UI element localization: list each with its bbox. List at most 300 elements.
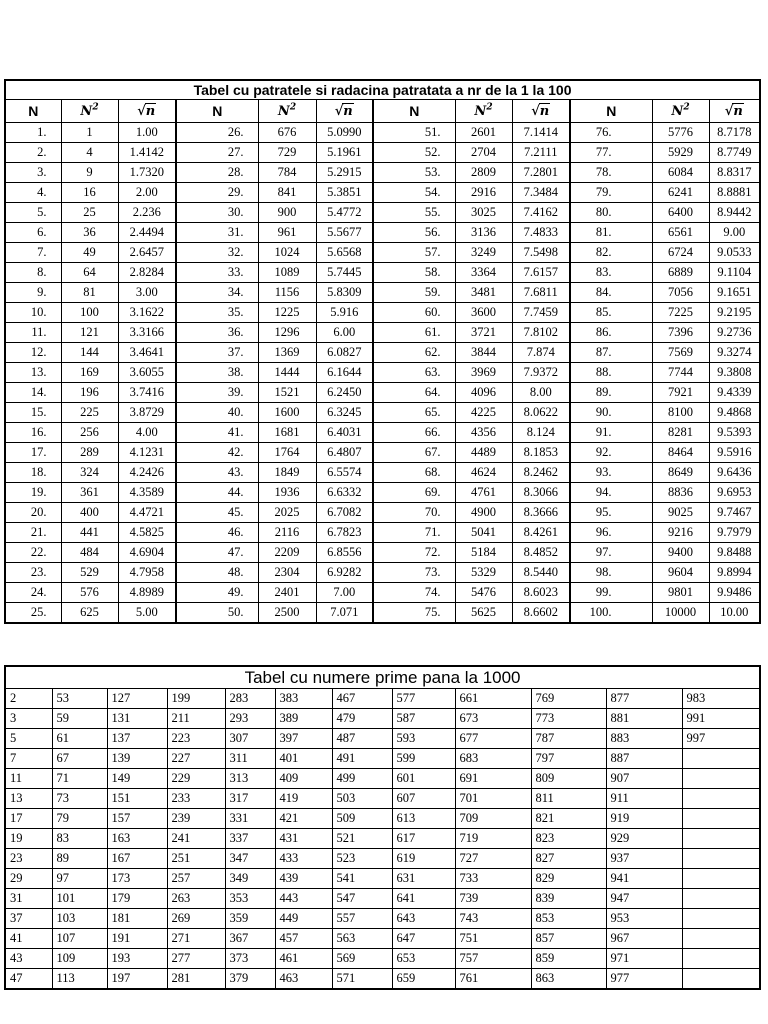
table-row [5,603,760,624]
prime-cell: 443 [275,889,332,909]
prime-cell: 281 [167,969,225,990]
prime-cell: 227 [167,749,225,769]
cell-root: 9.0533 [709,243,760,263]
table-row [5,163,760,183]
prime-cell: 421 [275,809,332,829]
cell-root: 7.3484 [512,183,570,203]
prime-cell: 859 [531,949,606,969]
table-row [5,403,760,423]
cell-n: 12. [5,343,61,363]
cell-n: 66. [373,423,455,443]
cell-n: 62. [373,343,455,363]
prime-cell: 109 [52,949,107,969]
prime-cell: 863 [531,969,606,990]
cell-root: 9.1651 [709,283,760,303]
table-row [5,749,760,769]
prime-cell: 271 [167,929,225,949]
prime-cell: 727 [455,849,531,869]
prime-cell: 127 [107,689,167,709]
cell-root: 8.00 [512,383,570,403]
prime-cell: 857 [531,929,606,949]
prime-cell: 3 [5,709,52,729]
prime-cell [682,929,760,949]
cell-square: 3249 [455,243,512,263]
table-row [5,769,760,789]
cell-square: 1600 [258,403,316,423]
cell-square: 6241 [652,183,709,203]
sqrt-variable: n [539,103,550,119]
prime-cell: 269 [167,909,225,929]
prime-cell: 883 [606,729,682,749]
cell-n: 40. [176,403,258,423]
prime-cell: 397 [275,729,332,749]
cell-square: 8100 [652,403,709,423]
prime-cell: 907 [606,769,682,789]
cell-root: 8.4261 [512,523,570,543]
table-row [5,303,760,323]
cell-square: 7056 [652,283,709,303]
cell-square: 3844 [455,343,512,363]
cell-square: 9801 [652,583,709,603]
table-row [5,909,760,929]
header-square [652,100,709,123]
prime-cell: 547 [332,889,392,909]
cell-n: 72. [373,543,455,563]
header-square-exponent: 2 [486,102,493,113]
cell-square: 144 [61,343,118,363]
header-n: N [373,100,455,123]
prime-cell: 11 [5,769,52,789]
cell-root: 5.8309 [316,283,373,303]
cell-n: 18. [5,463,61,483]
cell-root: 8.4852 [512,543,570,563]
cell-n: 21. [5,523,61,543]
cell-square: 441 [61,523,118,543]
cell-n: 59. [373,283,455,303]
prime-cell: 349 [225,869,275,889]
cell-root: 6.4807 [316,443,373,463]
cell-square: 256 [61,423,118,443]
prime-cell: 431 [275,829,332,849]
cell-n: 32. [176,243,258,263]
cell-square: 4489 [455,443,512,463]
cell-n: 31. [176,223,258,243]
cell-root: 9.5393 [709,423,760,443]
prime-cell: 479 [332,709,392,729]
cell-n: 69. [373,483,455,503]
cell-n: 74. [373,583,455,603]
cell-square: 361 [61,483,118,503]
prime-cell: 53 [52,689,107,709]
cell-square: 1369 [258,343,316,363]
cell-square: 3364 [455,263,512,283]
cell-root: 2.00 [118,183,176,203]
prime-cell: 743 [455,909,531,929]
cell-n: 80. [570,203,652,223]
cell-root: 2.8284 [118,263,176,283]
cell-n: 78. [570,163,652,183]
cell-n: 99. [570,583,652,603]
cell-root: 7.6811 [512,283,570,303]
cell-square: 3600 [455,303,512,323]
prime-cell: 827 [531,849,606,869]
cell-root: 4.5825 [118,523,176,543]
table-row [5,789,760,809]
cell-square: 5929 [652,143,709,163]
cell-root: 2.236 [118,203,176,223]
cell-n: 7. [5,243,61,263]
cell-root: 4.8989 [118,583,176,603]
prime-cell: 811 [531,789,606,809]
header-n: N [176,100,258,123]
cell-n: 95. [570,503,652,523]
table-row [5,949,760,969]
cell-square: 196 [61,383,118,403]
cell-root: 5.00 [118,603,176,624]
prime-cell: 499 [332,769,392,789]
header-square-exponent: 2 [683,102,690,113]
prime-cell [682,749,760,769]
prime-cell: 103 [52,909,107,929]
cell-square: 5476 [455,583,512,603]
cell-square: 2601 [455,123,512,143]
prime-cell: 191 [107,929,167,949]
cell-square: 64 [61,263,118,283]
cell-root: 8.7178 [709,123,760,143]
prime-cell: 353 [225,889,275,909]
prime-cell: 359 [225,909,275,929]
cell-n: 15. [5,403,61,423]
prime-cell: 683 [455,749,531,769]
sqrt-symbol: √ [531,103,540,119]
prime-cell: 839 [531,889,606,909]
prime-cell: 257 [167,869,225,889]
table-row [5,243,760,263]
table-row [5,889,760,909]
header-square-base: N [671,103,684,119]
cell-root: 9.2195 [709,303,760,323]
cell-root: 7.1414 [512,123,570,143]
cell-root: 6.0827 [316,343,373,363]
prime-cell: 457 [275,929,332,949]
cell-square: 81 [61,283,118,303]
cell-root: 7.9372 [512,363,570,383]
cell-square: 4761 [455,483,512,503]
primes-table [4,665,761,990]
cell-n: 34. [176,283,258,303]
prime-cell: 853 [531,909,606,929]
prime-cell: 953 [606,909,682,929]
prime-cell: 643 [392,909,455,929]
cell-n: 3. [5,163,61,183]
prime-cell: 887 [606,749,682,769]
cell-square: 484 [61,543,118,563]
cell-n: 10. [5,303,61,323]
table-row [5,929,760,949]
cell-n: 86. [570,323,652,343]
header-square-root [709,100,760,123]
prime-cell: 599 [392,749,455,769]
prime-cell [682,949,760,969]
cell-root: 6.3245 [316,403,373,423]
table-row [5,689,760,709]
cell-root: 9.8488 [709,543,760,563]
cell-n: 19. [5,483,61,503]
table-row [5,363,760,383]
prime-cell: 661 [455,689,531,709]
prime-cell: 167 [107,849,167,869]
cell-square: 7225 [652,303,709,323]
table-row [5,483,760,503]
prime-cell: 439 [275,869,332,889]
cell-root: 8.9442 [709,203,760,223]
cell-n: 76. [570,123,652,143]
squares-table-header-row [5,100,760,123]
prime-cell: 367 [225,929,275,949]
cell-n: 23. [5,563,61,583]
cell-root: 8.8881 [709,183,760,203]
cell-n: 30. [176,203,258,223]
prime-cell: 61 [52,729,107,749]
prime-cell: 5 [5,729,52,749]
cell-n: 84. [570,283,652,303]
cell-square: 400 [61,503,118,523]
cell-n: 75. [373,603,455,624]
cell-square: 1024 [258,243,316,263]
prime-cell: 401 [275,749,332,769]
table-row [5,143,760,163]
prime-cell: 373 [225,949,275,969]
prime-cell: 997 [682,729,760,749]
cell-n: 41. [176,423,258,443]
prime-cell: 79 [52,809,107,829]
prime-cell: 313 [225,769,275,789]
cell-root: 4.00 [118,423,176,443]
prime-cell: 523 [332,849,392,869]
cell-n: 46. [176,523,258,543]
prime-cell: 761 [455,969,531,990]
cell-root: 4.1231 [118,443,176,463]
prime-cell: 593 [392,729,455,749]
cell-root: 1.4142 [118,143,176,163]
prime-cell: 179 [107,889,167,909]
prime-cell: 461 [275,949,332,969]
header-square-root [316,100,373,123]
prime-cell: 751 [455,929,531,949]
cell-n: 65. [373,403,455,423]
cell-root: 2.4494 [118,223,176,243]
cell-n: 73. [373,563,455,583]
cell-square: 1225 [258,303,316,323]
cell-n: 37. [176,343,258,363]
prime-cell: 251 [167,849,225,869]
prime-cell: 929 [606,829,682,849]
cell-n: 52. [373,143,455,163]
squares-table-title: Tabel cu patratele si radacina patratata a nr de la 1 la 100 [5,80,760,100]
cell-square: 9025 [652,503,709,523]
cell-root: 8.6023 [512,583,570,603]
table-row [5,203,760,223]
cell-n: 58. [373,263,455,283]
cell-n: 16. [5,423,61,443]
cell-n: 88. [570,363,652,383]
prime-cell: 379 [225,969,275,990]
cell-root: 5.7445 [316,263,373,283]
cell-n: 67. [373,443,455,463]
prime-cell: 491 [332,749,392,769]
cell-n: 94. [570,483,652,503]
prime-cell: 131 [107,709,167,729]
cell-square: 7744 [652,363,709,383]
cell-square: 9400 [652,543,709,563]
cell-n: 45. [176,503,258,523]
cell-square: 841 [258,183,316,203]
cell-root: 4.2426 [118,463,176,483]
cell-square: 6084 [652,163,709,183]
cell-n: 13. [5,363,61,383]
cell-root: 5.0990 [316,123,373,143]
cell-n: 81. [570,223,652,243]
cell-square: 6561 [652,223,709,243]
prime-cell: 941 [606,869,682,889]
cell-root: 1.7320 [118,163,176,183]
cell-square: 1 [61,123,118,143]
cell-square: 169 [61,363,118,383]
prime-cell: 113 [52,969,107,990]
cell-n: 47. [176,543,258,563]
prime-cell: 739 [455,889,531,909]
prime-cell: 571 [332,969,392,990]
prime-cell: 991 [682,709,760,729]
cell-square: 324 [61,463,118,483]
prime-cell: 971 [606,949,682,969]
prime-cell: 911 [606,789,682,809]
cell-n: 11. [5,323,61,343]
prime-cell: 13 [5,789,52,809]
cell-n: 96. [570,523,652,543]
cell-n: 92. [570,443,652,463]
table-row [5,463,760,483]
cell-root: 6.7823 [316,523,373,543]
header-square [455,100,512,123]
cell-root: 5.916 [316,303,373,323]
prime-cell: 83 [52,829,107,849]
cell-root: 6.1644 [316,363,373,383]
cell-root: 4.6904 [118,543,176,563]
prime-cell: 821 [531,809,606,829]
cell-square: 2025 [258,503,316,523]
table-row [5,423,760,443]
cell-root: 7.5498 [512,243,570,263]
prime-cell: 43 [5,949,52,969]
cell-square: 1936 [258,483,316,503]
cell-square: 729 [258,143,316,163]
cell-root: 9.6953 [709,483,760,503]
prime-cell [682,869,760,889]
prime-cell [682,809,760,829]
prime-cell: 787 [531,729,606,749]
prime-cell: 317 [225,789,275,809]
cell-square: 1296 [258,323,316,343]
cell-square: 1681 [258,423,316,443]
prime-cell: 41 [5,929,52,949]
prime-cell: 677 [455,729,531,749]
table-row [5,383,760,403]
prime-cell: 383 [275,689,332,709]
cell-n: 55. [373,203,455,223]
cell-root: 5.4772 [316,203,373,223]
cell-n: 54. [373,183,455,203]
prime-cell: 947 [606,889,682,909]
prime-cell: 19 [5,829,52,849]
cell-root: 3.1622 [118,303,176,323]
cell-n: 64. [373,383,455,403]
cell-square: 4 [61,143,118,163]
cell-root: 9.3274 [709,343,760,363]
cell-root: 3.7416 [118,383,176,403]
prime-cell [682,909,760,929]
cell-n: 6. [5,223,61,243]
cell-square: 10000 [652,603,709,624]
prime-cell: 151 [107,789,167,809]
cell-square: 784 [258,163,316,183]
header-n: N [5,100,61,123]
cell-square: 8281 [652,423,709,443]
prime-cell [682,829,760,849]
cell-root: 6.00 [316,323,373,343]
cell-root: 9.4868 [709,403,760,423]
prime-cell: 211 [167,709,225,729]
cell-square: 36 [61,223,118,243]
cell-square: 1156 [258,283,316,303]
sqrt-symbol: √ [137,103,146,119]
cell-n: 56. [373,223,455,243]
cell-root: 6.7082 [316,503,373,523]
prime-cell: 653 [392,949,455,969]
cell-root: 6.2450 [316,383,373,403]
table-row [5,443,760,463]
cell-root: 2.6457 [118,243,176,263]
cell-n: 35. [176,303,258,323]
cell-n: 25. [5,603,61,624]
cell-square: 5329 [455,563,512,583]
prime-cell: 331 [225,809,275,829]
cell-root: 7.874 [512,343,570,363]
header-square-base: N [474,103,487,119]
prime-cell: 797 [531,749,606,769]
prime-cell: 199 [167,689,225,709]
cell-n: 26. [176,123,258,143]
cell-root: 3.8729 [118,403,176,423]
header-square-root [118,100,176,123]
cell-n: 9. [5,283,61,303]
cell-root: 9.4339 [709,383,760,403]
cell-n: 39. [176,383,258,403]
prime-cell: 829 [531,869,606,889]
table-row [5,323,760,343]
prime-cell: 71 [52,769,107,789]
prime-cell: 563 [332,929,392,949]
prime-cell: 347 [225,849,275,869]
cell-root: 9.7467 [709,503,760,523]
cell-n: 49. [176,583,258,603]
cell-square: 529 [61,563,118,583]
cell-root: 7.4833 [512,223,570,243]
cell-n: 85. [570,303,652,323]
prime-cell: 647 [392,929,455,949]
cell-square: 5776 [652,123,709,143]
cell-root: 10.00 [709,603,760,624]
